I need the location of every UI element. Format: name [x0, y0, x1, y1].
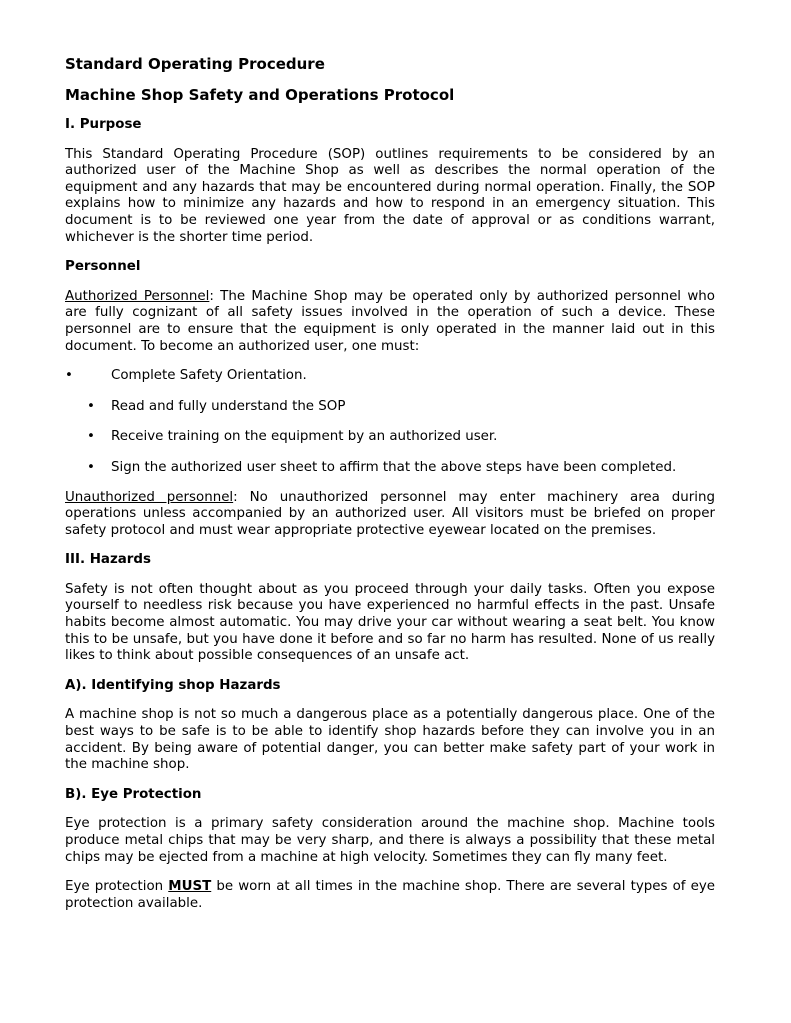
list-item — [65, 460, 715, 477]
document-page — [65, 55, 715, 925]
list-item-text: Receive training on the equipment by an authorized user. — [111, 429, 498, 445]
list-item-text: Sign the authorized user sheet to affirm that the above steps have been completed. — [111, 459, 677, 475]
authorized-personnel-label: Authorized Personnel — [65, 288, 210, 304]
personnel-heading: Personnel — [65, 259, 141, 275]
list-item-text: Complete Safety Orientation. — [111, 368, 307, 384]
unauthorized-personnel-label: Unauthorized personnel — [65, 489, 234, 505]
authorized-personnel-text: : The Machine Shop may be operated only by authorized personnel who are fully cognizant of all safety issues involved in the operation of such a device. These personnel are to ensure that the equipment is only operated in the manner laid out in this document. To become an authorized user, one must: — [65, 288, 715, 354]
eye-protection-text-post: be worn at all times in the machine shop. There are several types of eye protection available. — [65, 879, 715, 911]
identifying-hazards-paragraph: A machine shop is not so much a dangerous place as a potentially dangerous place. One of the best ways to be safe is to be able to identify shop hazards before they can involve you in an accident. By being aware of potential danger, you can better make safety part of your work in the machine shop. — [65, 707, 715, 773]
list-item — [65, 368, 715, 385]
list-item-text: Read and fully understand the SOP — [111, 398, 346, 414]
unauthorized-personnel-text-a: : No unauthorized personnel may enter machinery area during operations — [65, 489, 715, 522]
document-subtitle: Machine Shop Safety and Operations Protocol — [65, 86, 455, 104]
purpose-paragraph: This Standard Operating Procedure (SOP) outlines requirements to be considered by an authorized user of the Machine Shop as well as describes the normal operation of the equipment and any hazards that may be encountered during normal operation. Finally, the SOP explains how to minimize any hazards and how to respond in an emergency situation. This document is to be reviewed one year from the date of approval or as conditions warrant, whichever is the shorter time period. — [65, 146, 715, 245]
eye-protection-text-pre: Eye protection — [65, 879, 169, 895]
eye-protection-paragraph-1: Eye protection is a primary safety consideration around the machine shop. Machine tools produce metal chips that may be very sharp, and there is always a possibility that these metal chips may be ejected from a machine at high velocity. Sometimes they can fly many feet. — [65, 816, 715, 865]
must-emphasis: MUST — [168, 879, 212, 895]
authorized-personnel-paragraph — [65, 289, 715, 355]
identifying-hazards-heading: A). Identifying shop Hazards — [65, 677, 281, 693]
authorization-requirements-list — [65, 368, 715, 476]
bullet-icon: • — [87, 398, 95, 414]
purpose-heading: I. Purpose — [65, 117, 142, 132]
bullet-icon: • — [87, 459, 95, 475]
unauthorized-personnel-text-b: unless accompanied by an authorized user. All visitors must be briefed on proper safety protocol and must wear appropriate protective eyewear located on the premises. — [65, 506, 715, 538]
unauthorized-personnel-paragraph — [65, 490, 715, 540]
hazards-paragraph: Safety is not often thought about as you proceed through your daily tasks. Often you expose yourself to needless risk because you have experienced no harmful effects in the past. Unsafe habits become almost automatic. You may drive your car without wearing a seat belt. You know this to be unsafe, but you have done it before and so far no harm has resulted. None of us really likes to think about possible consequences of an unsafe act. — [65, 581, 715, 664]
eye-protection-heading: B). Eye Protection — [65, 786, 202, 802]
document-title: Standard Operating Procedure — [65, 55, 325, 73]
hazards-heading: III. Hazards — [65, 552, 151, 568]
list-item — [65, 399, 715, 416]
list-item — [65, 429, 715, 446]
eye-protection-paragraph-2 — [65, 879, 715, 912]
bullet-icon: • — [65, 368, 73, 384]
bullet-icon: • — [87, 429, 95, 445]
